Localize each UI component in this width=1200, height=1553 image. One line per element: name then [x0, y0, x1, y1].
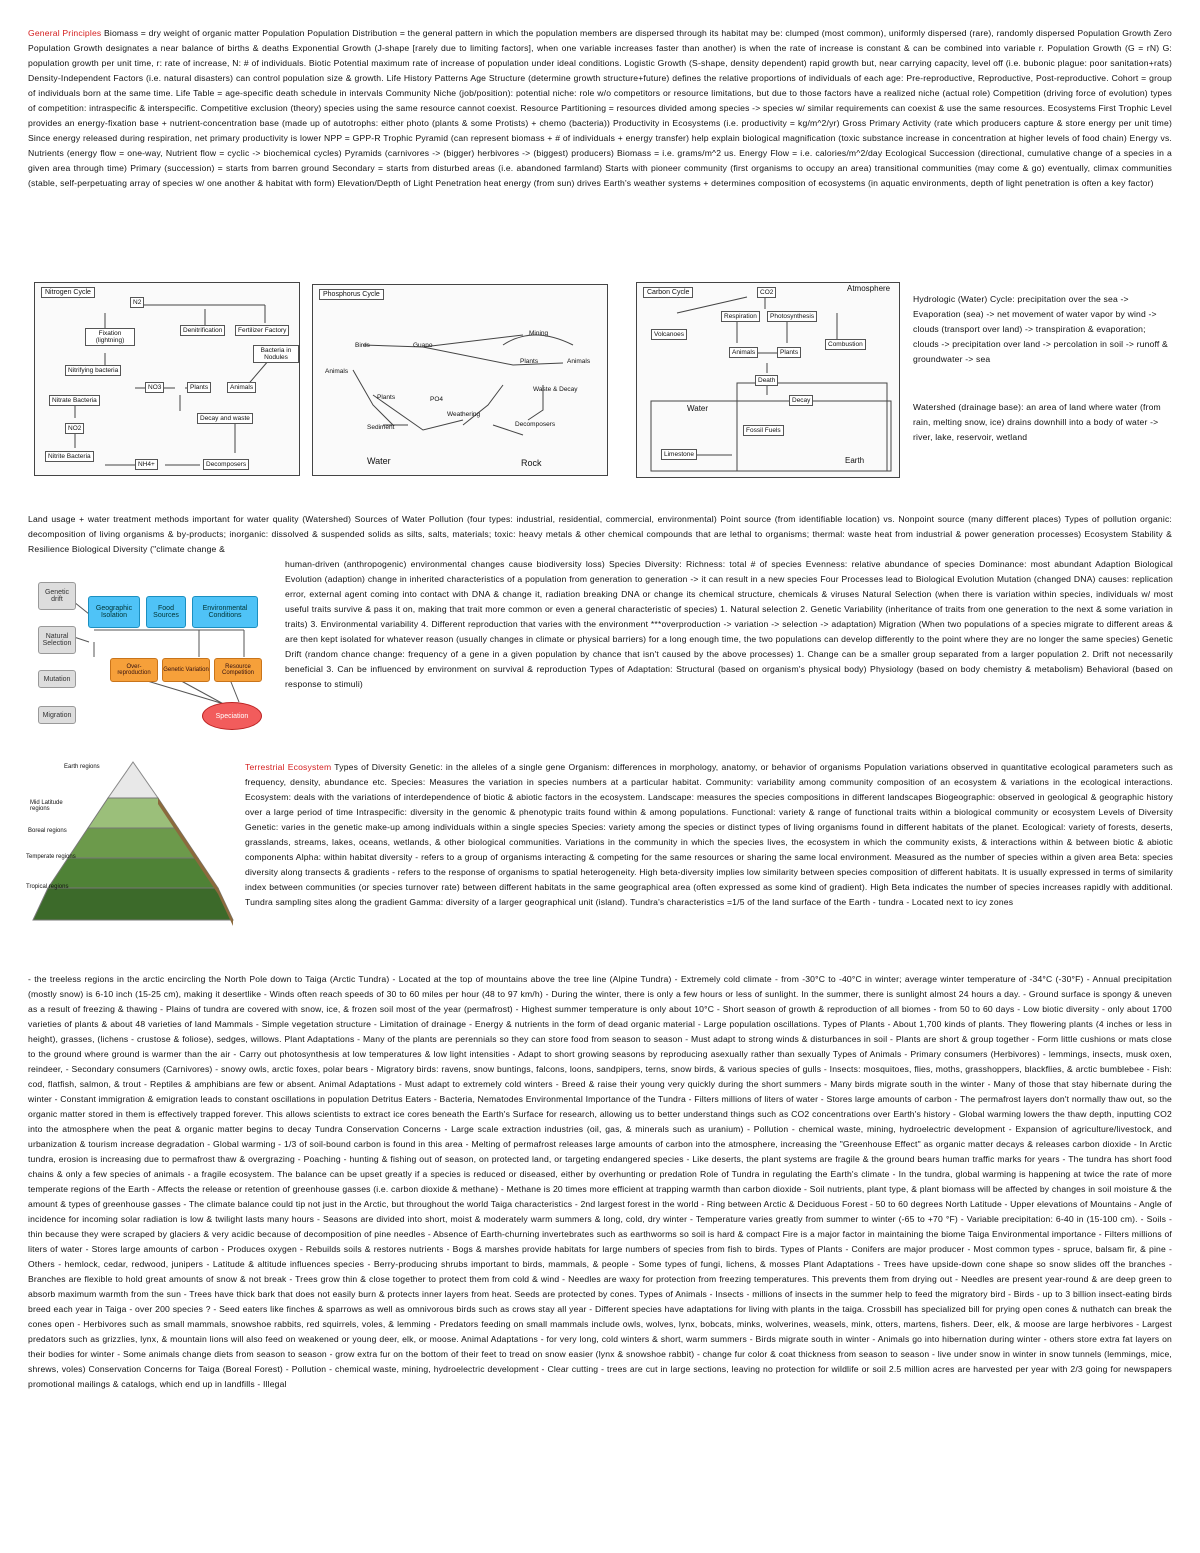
- evolution-diagram: [34, 582, 264, 732]
- water-pollution-paragraph: [28, 512, 1172, 557]
- diagram-title: Phosphorus Cycle: [319, 289, 384, 300]
- tundra-taiga-paragraph: [28, 972, 1172, 1542]
- node: Water: [687, 404, 709, 413]
- node: Birds: [355, 342, 370, 349]
- evo-top-box: Geographic Isolation: [88, 596, 140, 628]
- species-diversity-paragraph: [285, 557, 1173, 692]
- hydrologic-text: Hydrologic (Water) Cycle: precipitation over the sea -> Evaporation (sea) -> net movement of water vapor by wind -> clouds (transport over land) -> transpiration & evaporation; clouds -> precipitation over land -> percolation in soil -> runoff & groundwater -> sea: [913, 294, 1168, 364]
- node: Animals: [325, 368, 349, 375]
- speciation-bubble: Speciation: [202, 702, 262, 730]
- node: CO2: [757, 287, 776, 298]
- node: Mining: [529, 330, 549, 337]
- node: Volcanoes: [651, 329, 687, 340]
- evo-middle-box: Resource Competition: [214, 658, 262, 682]
- hydrologic-cycle-text: [913, 292, 1173, 367]
- node: Decomposers: [515, 421, 556, 428]
- node: Nitrifying bacteria: [65, 365, 121, 376]
- node: NO3: [145, 382, 164, 393]
- general-principles-paragraph: [28, 26, 1172, 191]
- node: Decomposers: [203, 459, 249, 470]
- node: NH4+: [135, 459, 158, 470]
- node: Photosynthesis: [767, 311, 817, 322]
- section-title-terrestrial: Terrestrial Ecosystem: [245, 762, 332, 772]
- terrestrial-ecosystem-paragraph: [245, 760, 1173, 910]
- phosphorus-cycle-diagram: [312, 284, 608, 476]
- pyramid-label: Temperate regions: [26, 854, 76, 860]
- evo-left-box: Migration: [38, 706, 76, 724]
- node: Animals: [227, 382, 256, 393]
- phosphorus-arrows: [313, 285, 607, 475]
- node: Decay and waste: [197, 413, 253, 424]
- node: Animals: [567, 358, 591, 365]
- species-diversity-text: human-driven (anthropogenic) environmental changes cause biodiversity loss) Species Diversity: Richness: total # of species Evenness: relative abundance of species Dominance: most abundant Adaption Biological Evolution (adaption) change in inherited characteristics of a population from generation to generation -> it can result in a new species Four Processes lead to Biological Evolution Mutation (changed DNA) causes: replication error, external agent coming into contact with DNA & change it, radiation breaking DNA or change its chemical structure, chemicals & viruses Natural Selection (when there is variation within species, individuals w/ most useful traits survive & pass it on, making that trait more common or even a general characteristic of species) 1. Natural selection 2. Genetic Variability (inheritance of traits from one generation to the next & some variation in traits) 3. Environmental variability 4. Different reproduction that varies with the environment ***overproduction -> variation -> selection -> adaptation) Migration (When two populations of a species migrate to different areas & are then kept isolated for whatever reason (usually changes in climate or physical barriers) for a long enough time, the two populations can develop differently to the point where they are no longer the same species) Genetic Drift (random chance change: frequency of a gene in a given population by chance that isn't caused by the above processes) 1. Change can be a smaller group separated from a larger population 2. Drift not necessarily beneficial 3. Can be influenced by environment on survival & reproduction Types of Adaptation: Structural (based on organism's physical body) Physiology (based on body chemistry & metabolism) Behavioral (based on response to stimuli): [285, 559, 1173, 689]
- pyramid-label: Earth regions: [64, 764, 100, 770]
- node: N2: [130, 297, 144, 308]
- pyramid-label: Tropical regions: [26, 884, 69, 890]
- node: Death: [755, 375, 778, 386]
- evo-left-box: Genetic drift: [38, 582, 76, 610]
- carbon-cycle-diagram: [636, 282, 900, 478]
- node: Denitrification: [180, 325, 225, 336]
- evo-middle-box: Over-reproduction: [110, 658, 158, 682]
- node: Limestone: [661, 449, 697, 460]
- node: Earth: [845, 456, 865, 465]
- water-pollution-text: Land usage + water treatment methods important for water quality (Watershed) Sources of Water Pollution (four types: industrial, residential, commercial, environmental) Point source (from identifiable location) vs. Nonpoint source (many different places) Types of pollution organic: decomposition of living organisms & by-products; inorganic: dissolved & suspended solids as silts, salts, materials; toxic: heavy metals & other chemical compounds that are lethal to organisms; thermal: waste heat from industrial & power generation processes) Ecosystem Stability & Resilience Biological Diversity ("climate change &: [28, 514, 1172, 554]
- node: Weathering: [447, 411, 481, 418]
- pyramid-label: Mid Latitude regions: [30, 800, 63, 812]
- node: PO4: [430, 396, 444, 403]
- section-title-general: General Principles: [28, 28, 102, 38]
- diagram-title: Nitrogen Cycle: [41, 287, 95, 298]
- evo-middle-box: Genetic Variation: [162, 658, 210, 682]
- node: Bacteria in Nodules: [253, 345, 299, 363]
- watershed-text-span: Watershed (drainage base): an area of land where water (from rain, melting snow, ice) drains downhill into a body of water -> river, lake, reservoir, wetland: [913, 402, 1161, 442]
- node: Respiration: [721, 311, 760, 322]
- node: Waste & Decay: [533, 386, 578, 393]
- evo-top-box: Environmental Conditions: [192, 596, 258, 628]
- node: Plants: [377, 394, 396, 401]
- evo-left-box: Mutation: [38, 670, 76, 688]
- node: Fixation (lightning): [85, 328, 135, 346]
- node: Plants: [777, 347, 801, 358]
- node: Plants: [187, 382, 211, 393]
- node: Decay: [789, 395, 813, 406]
- watershed-text: [913, 400, 1173, 445]
- node: Fossil Fuels: [743, 425, 784, 436]
- node: Rock: [521, 458, 542, 468]
- terrestrial-text: Types of Diversity Genetic: in the alleles of a single gene Organism: differences in morphology, anatomy, or behavior of organisms Population variations observed in quantitative ecological parameters such as frequency, density, abundance etc. Species: Measures the variation in species numbers at a particular habitat. Community: variability among community composition of an ecosystem & variations in the ecological interactions. Ecosystem: deals with the variations of interdependence of biotic & abiotic factors in the ecosystem. Landscape: measures the species compositions in different landscapes Biogeographic: observed in geological & geographic history over a large period of time Intraspecific: diversity in the genomic & phenotypic traits found within & among populations. Functional: variety & range of functional traits within a biological community or ecosystem Levels of Diversity Genetic: varies in the genetic make-up among individuals within a single species Species: variety among the species or distinct types of living organisms found in different habitats of the planet. Ecological: variety of forests, deserts, grasslands, streams, lakes, oceans, wetlands, & other biological communities. Variations in the community in which the species lives, the ecosystem in which the community exists, & interactions within & between biotic & abiotic components Alpha: within habitat diversity - refers to a group of organisms interacting & competing for the same resources or sharing the same local environment. Measured as the number of species within a given area Beta: species diversity along transects & gradients - refers to the response of organisms to spatial heterogeneity. High beta-diversity implies low similarity between species composition of different habitats. It is usually expressed in terms of similarity index between communities (or species turnover rate) between different habitats in the same geographical area (often expressed as some kind of gradient). High Beta indicates the number of species increases rapidly with additional. Tundra sampling sites along the gradient Gamma: diversity of a larger geographical unit (island). Tundra's characteristics =1/5 of the land surface of the Earth - tundra - Located next to icy zones: [245, 762, 1174, 907]
- node: Fertilizer Factory: [235, 325, 289, 336]
- evo-left-box: Natural Selection: [38, 626, 76, 654]
- tundra-taiga-text: - the treeless regions in the arctic encircling the North Pole down to Taiga (Arctic Tundra) - Located at the top of mountains above the tree line (Alpine Tundra) - Extremely cold climate - from -30°C to -40°C in winter; average winter temperature of -34°C (-30°F) - Annual precipitation (mostly snow) is 6-10 inch (15-25 cm), making it desertlike - Winds often reach speeds of 30 to 60 miles per hour (48 to 97 km/h) - During the winter, there is only a few hours or less of sunlight. In the summer, there is sunlight almost 24 hours a day. - Ground surface is spongy & uneven as a result of freezing & thawing - Plains of tundra are covered with snow, ice, & frozen soil most of the year (permafrost) - Highest summer temperature is only about 10°C - Short season of growth & reproduction of all biomes - from 50 to 60 days - Low biotic diversity - only about 1700 varieties of plants & about 48 varieties of land Mammals - Simple vegetation structure - Limitation of drainage - Energy & nutrients in the form of dead organic material - Large population oscillations. Types of Plants - About 1,700 kinds of plants. They flowering plants (4 inches or less in height), grasses, (lichens - crustose & foliose), sedges, willows. Plant Adaptations - Many of the plants are perennials so they can store food from season to season - Must adapt to strong winds & disturbances in soil - Plants are short & group together - Form little cushions or mats close to the ground where ground is warmer than the air - Carry out photosynthesis at low temperatures & low light intensities - Adapt to short growing seasons by reproducing asexually rather than sexually Types of Animals - Primary consumers (Herbivores) - lemmings, insects, musk oxen, reindeer, - Secondary consumers (Carnivores) - snowy owls, arctic foxes, polar bears - Migratory birds: ravens, snow buntings, falcons, loons, sandpipers, terns, snow birds, & various species of gulls - Insects: mosquitoes, flies, moths, grasshoppers, blackflies, & arctic bumblebee - Fish: cod, flatfish, salmon, & trout - Reptiles & amphibians are few or absent. Animal Adaptations - Must adapt to extremely cold winters - Breed & raise their young very quickly during the short summers - Many birds migrate south in the winter - Many of those that stay hibernate during the winter - Constant immigration & emigration leads to constant oscillations in population Detritus Eaters - Bacteria, Nematodes Environmental Importance of the Tundra - Filters millions of liters of water - Stores large amounts of carbon - The permafrost layers don't normally thaw out, so the organic matter stored in them is effectively trapped forever. This allows scientists to extract ice cores beneath the Earth's Surface for research, allowing us to better understand things such as CO2 concentrations over Earth's history - Global warming lowers the thaw depth, inputting CO2 into the atmosphere when the peat & organic matter begins to decay Tundra Conservation Concerns - Large scale extraction industries (oil, gas, & minerals such as uranium) - Pollution - chemical waste, mining, hydroelectric development - Expansion of agriculture/livestock, and urbanization & tourism increase degradation - Global warming - 1/3 of soil-bound carbon is found in this area - Melting of permafrost releases large amounts of carbon into the atmosphere, increasing the "Greenhouse Effect" as organic matter decays & releases carbon dioxide - In Arctic tundra, erosion is increasing due to permafrost thaw & overgrazing - Poaching - hunting & fishing out of season, on protected land, or targeting endangered species - Like deserts, the plant systems are fragile & the ground bears human traffic marks for years - The tundra has short food chains & only a few species of animals - a fragile ecosystem. The balance can be upset greatly if a species is reduced or diseased, either by overhunting or predation Role of Tundra in regulating the Earth's climate - In the tundra, global warming is happening at twice the rate of more temperate regions of the Earth - Affects the release or retention of greenhouse gasses (i.e. carbon dioxide & methane) - Methane is 20 times more efficient at trapping warmth than carbon dioxide - Soil nutrients, plant type, & plant biomass will be affected by changes in soil moisture & the amount & types of greenhouse gasses - The climate balance could tip not just in the Arctic, but throughout the world Taiga characteristics - 2nd largest forest in the world - Ring between Arctic & Deciduous Forest - 50 to 60 degrees North Latitude - Upper elevations of Mountains - Angle of incidence for incoming solar radiation is low & twilight lasts many hours - Seasons are divided into short, moist & moderately warm summers & long, cold, dry winter - Temperature varies greatly from summer to winter (-65 to +70 °F) - Variable precipitation: 6-40 in (15-100 cm). - Soils - thin because they were scraped by glaciers & very acidic because of decomposition of pine needles - Absence of Earth-churning invertebrates such as earthworms so soil is hard & compact Fire is a major factor in maintaining the biome Taiga Environmental importance - Filters millions of liters of water - Stores large amounts of carbon - Produces oxygen - Rebuilds soils & restores nutrients - Bogs & marshes provide habitats for large numbers of species from fish to birds. Types of Plants - Conifers are major producer - Most common types - spruce, balsam fir, & pine - Others - hemlock, cedar, redwood, junipers - Latitude & altitude influences species - Berry-producing shrubs important to birds, mammals, & people - Some types of fungi, lichens, & mosses Plant Adaptations - Trees have upside-down cone shape so snow slides off the branches - Branches are flexible to hold great amounts of snow & not break - Trees grow thin & close together to protect them from cold & wind - Needles are waxy for protection from freezing temperatures. This prevents them from drying out - Needles are present year-round & are deep green to absorb maximum warmth from the sun - Trees have thick bark that does not easily burn & protects inner layers from heat. Seeds are protected by cones. Types of Animals - Insects - millions of insects in the summer help to feed the migratory bird - Birds - up to 3 billion insect-eating birds breed each year in Taiga - over 200 species ? - Seed eaters like finches & sparrows as well as omnivorous birds such as crows stay all year - Different species have adaptations for living with plants in the taiga. Crossbill has specialized bill for prying open cones & nuthatch can break the cones open - Herbivores such as small mammals, snowshoe rabbits, red squirrels, voles, & lemming - Predators feeding on small mammals include owls, wolves, lynx, bobcats, minks, wolverines, weasels, mink, otters, martens, fishers. Deer, elk, & moose are large herbivores - Largest predators such as grizzlies, lynx, & mountain lions will also feed on weakened or young deer, elk, or moose. Animal Adaptations - for very long, cold winters & short, warm summers - Birds migrate south in winter - Animals go into hibernation during winter - others store extra fat layers on their bodies for winter - Some animals change diets from season to season - grow extra fur on the bottom of their feet to tread on snow easier (lynx & snowshoe rabbit) - change fur color & coat thickness from season to season - live under snow in winter in snow tunnels (lemmings, mice, shrews, voles) Conservation Concerns for Taiga (Boreal Forest) - Pollution - chemical waste, mining, hydroelectric development - Clear cutting - trees are cut in large sections, leaving no protection for wildlife or soil 2.5 million acres are harvested per year with 2/3 going for newspapers promotional mailings & catalogs, which end up in landfills - Illegal: [28, 974, 1172, 1389]
- diagram-title: Carbon Cycle: [643, 287, 693, 298]
- pyramid-label: Boreal regions: [28, 828, 67, 834]
- node: Guano: [413, 342, 433, 349]
- node: Plants: [520, 358, 539, 365]
- node: Nitrite Bacteria: [45, 451, 94, 462]
- node: Sediment: [367, 424, 395, 431]
- node: NO2: [65, 423, 84, 434]
- evo-top-box: Food Sources: [146, 596, 186, 628]
- nitrogen-arrows: [35, 283, 299, 475]
- node: Atmosphere: [847, 284, 891, 293]
- node: Animals: [729, 347, 758, 358]
- node: Nitrate Bacteria: [49, 395, 100, 406]
- general-principles-text: Biomass = dry weight of organic matter Population Population Distribution = the general pattern in which the population members are dispersed through its habitat may be: clumped (most common), uniformly dispersed (rare), randomly dispersed Population Growth Zero Population Growth designates a near balance of births & deaths Exponential Growth (J-shape [rarely due to limiting factors], when one variable increases faster than another) is when the rate of increase is constant & can be combined into variable r. Population Growth (G = rN) G: population growth per unit time, r: rate of increase, N: # of individuals. Biotic Potential maximum rate of increase of population under ideal conditions. Logistic Growth (S-shape, density dependent) rapid growth but, near carrying capacity, level off (i.e. bubonic plague: poor sanitation+rats) Density-Independent Factors (i.e. natural disasters) can control population size & growth. Life History Patterns Age Structure (determine growth structure+future) defines the relative proportions of individuals of each age: Pre-reproductive, Reproductive, Post-reproductive. Cohort = group of individuals born at the same time. Life Table = age-specific death schedule in intervals Community Niche (job/position): potential niche: role w/o competitors or resource limitations, but due to those factors have a realized niche (actual role) Competition (driving force of evolution) types of competition: intraspecific & interspecific. Competitive exclusion (theory) species using the same resource cannot coexist. Resource Partitioning = resources divided among species -> species w/ similar requirements can coexist & use the same resources. Ecosystems First Trophic Level provides an energy-fixation base + nutrient-concentration base (made up of autotrophs: either photo (plants & some Protists) + chemo (bacteria)) Productivity in Ecosystems (i.e. productivity = kg/m^2/yr) Gross Primary Activity (rate which producers capture & store energy per unit time) Since energy released during respiration, net primary productivity is lower NPP = GPP-R Trophic Pyramid (can represent biomass + # of individuals + energy transfer) help explain biological magnification (toxic substance increase in concentration at higher levels of food chain) Energy vs. Nutrients (energy flow = one-way, Nutrient flow = cyclic -> biochemical cycles) Pyramids (carnivores -> (bigger) herbivores -> (biggest) producers) Biomass = i.e. grams/m^2 us. Energy Flow = i.e. calories/m^2/day Ecological Succession (directional, cumulative change of a species in a given area through time) Primary (succession) = starts from barren ground Secondary = starts from disturbed areas (i.e. abandoned farmland) Starts with pioneer community (first organisms to occupy an area) transitional communities (may come & go) eventually, climax communities (stable, self-perpetuating array of species w/ one another & habitat with form) Elevation/Depth of Light Penetration heat energy (from sun) drives Earth's weather systems + determines composition of ecosystems (in aquatic environments, depth of light penetration is often a key factor): [28, 28, 1173, 188]
- node: Water: [367, 456, 391, 466]
- pyramid-illustration: [28, 758, 238, 928]
- nitrogen-cycle-diagram: [34, 282, 300, 476]
- node: Combustion: [825, 339, 866, 350]
- biome-pyramid-image: [28, 758, 238, 928]
